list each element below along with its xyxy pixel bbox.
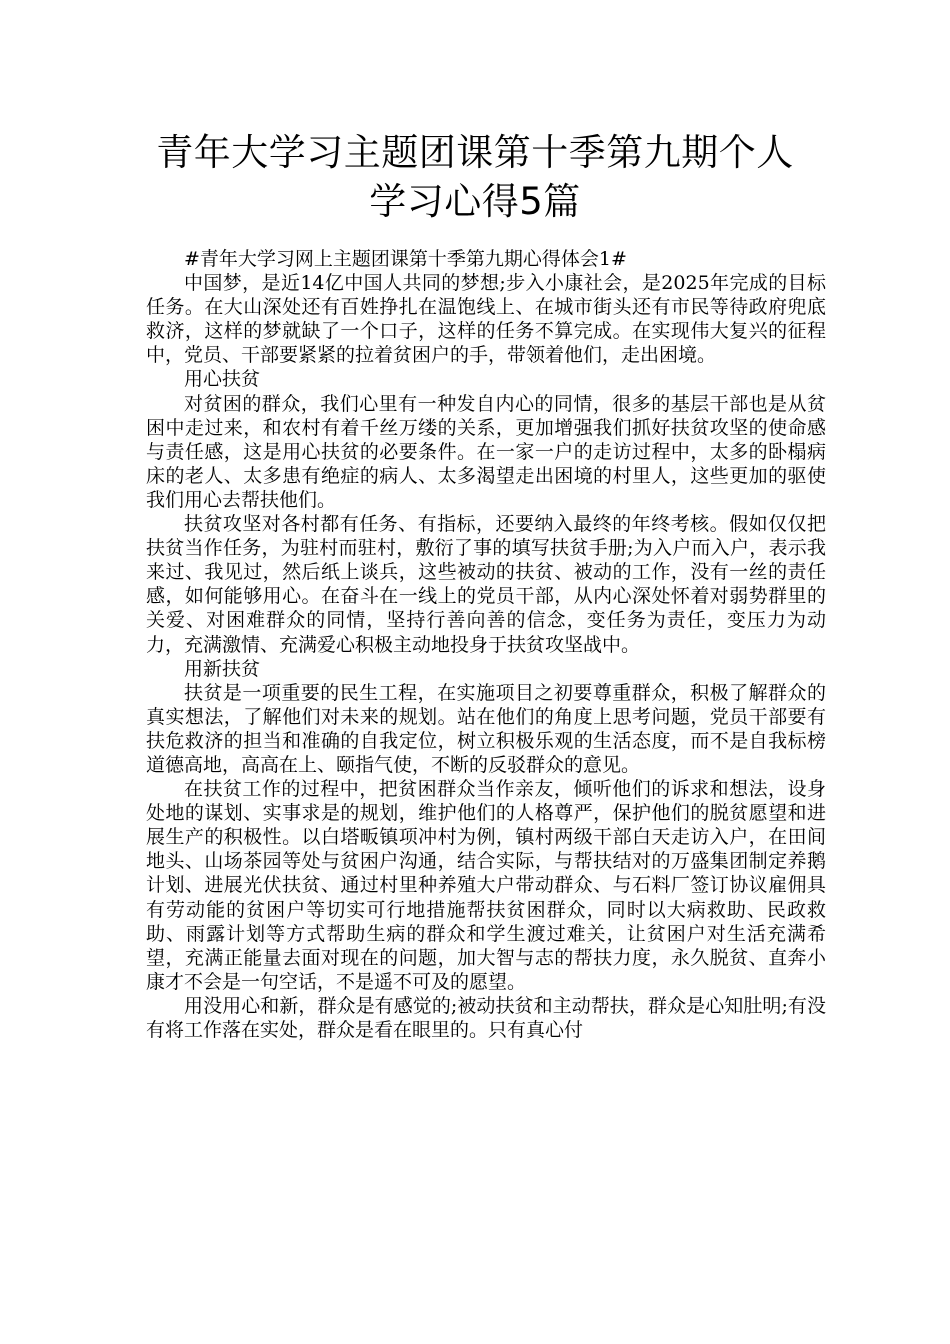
paragraph-intro: 中国梦，是近14亿中国人共同的梦想;步入小康社会，是2025年完成的目标任务。在大山深处还有百姓挣扎在温饱线上、在城市街头还有市民等待政府兜底救济，这样的梦就缺了一个口子，这样的任务不算完成。在实现伟大复兴的征程中，党员、干部要紧紧的拉着贫困户的手，带领着他们，走出困境。	[146, 272, 826, 367]
section-heading-yongxin: 用心扶贫	[184, 368, 261, 391]
title-line-1: 青年大学习主题团课第十季第九期个人	[156, 131, 794, 174]
paragraph-closing: 用没用心和新，群众是有感觉的;被动扶贫和主动帮扶，群众是心知肚明;有没有将工作落在实处，群众是看在眼里的。只有真心付	[146, 994, 826, 1041]
section-subtitle: #青年大学习网上主题团课第十季第九期心得体会1#	[184, 248, 627, 270]
paragraph-yongxin-1: 对贫困的群众，我们心里有一种发自内心的同情，很多的基层干部也是从贫困中走过来，和农村有着千丝万缕的关系，更加增强我们抓好扶贫攻坚的使命感与责任感，这是用心扶贫的必要条件。在一家一户的走访过程中，太多的卧榻病床的老人、太多患有绝症的病人、太多渴望走出困境的村里人，这些更加的驱使我们用心去帮扶他们。	[146, 392, 826, 511]
section-heading-yongxin-new: 用新扶贫	[184, 657, 261, 680]
document-body	[146, 247, 826, 1042]
title-line-2: 学习心得5篇	[369, 180, 581, 223]
document-title	[120, 128, 830, 226]
paragraph-yongxin-new-1: 扶贫是一项重要的民生工程，在实施项目之初要尊重群众，积极了解群众的真实想法，了解他们对未来的规划。站在他们的角度上思考问题，党员干部要有扶危救济的担当和准确的自我定位，树立积极乐观的生活态度，而不是自我标榜道德高地，高高在上、颐指气使，不断的反驳群众的意见。	[146, 681, 826, 776]
paragraph-yongxin-2: 扶贫攻坚对各村都有任务、有指标，还要纳入最终的年终考核。假如仅仅把扶贫当作任务，为驻村而驻村，敷衍了事的填写扶贫手册;为入户而入户，表示我来过、我见过，然后纸上谈兵，这些被动的扶贫、被动的工作，没有一丝的责任感，如何能够用心。在奋斗在一线上的党员干部，从内心深处怀着对弱势群里的关爱、对困难群众的同情，坚持行善向善的信念，变任务为责任，变压力为动力，充满激情、充满爱心积极主动地投身于扶贫攻坚战中。	[146, 513, 826, 656]
paragraph-yongxin-new-2: 在扶贫工作的过程中，把贫困群众当作亲友，倾听他们的诉求和想法，设身处地的谋划、实事求是的规划，维护他们的人格尊严，保护他们的脱贫愿望和进展生产的积极性。以白塔畈镇项冲村为例，镇村两级干部白天走访入户，在田间地头、山场茶园等处与贫困户沟通，结合实际，与帮扶结对的万盛集团制定养鹅计划、进展光伏扶贫、通过村里种养殖大户带动群众、与石料厂签订协议雇佣具有劳动能的贫困户等切实可行地措施帮扶贫困群众，同时以大病救助、民政救助、雨露计划等方式帮助生病的群众和学生渡过难关，让贫困户对生活充满希望，充满正能量去面对现在的问题，加大智与志的帮扶力度，永久脱贫、直奔小康才不会是一句空话，不是遥不可及的愿望。	[146, 778, 826, 993]
